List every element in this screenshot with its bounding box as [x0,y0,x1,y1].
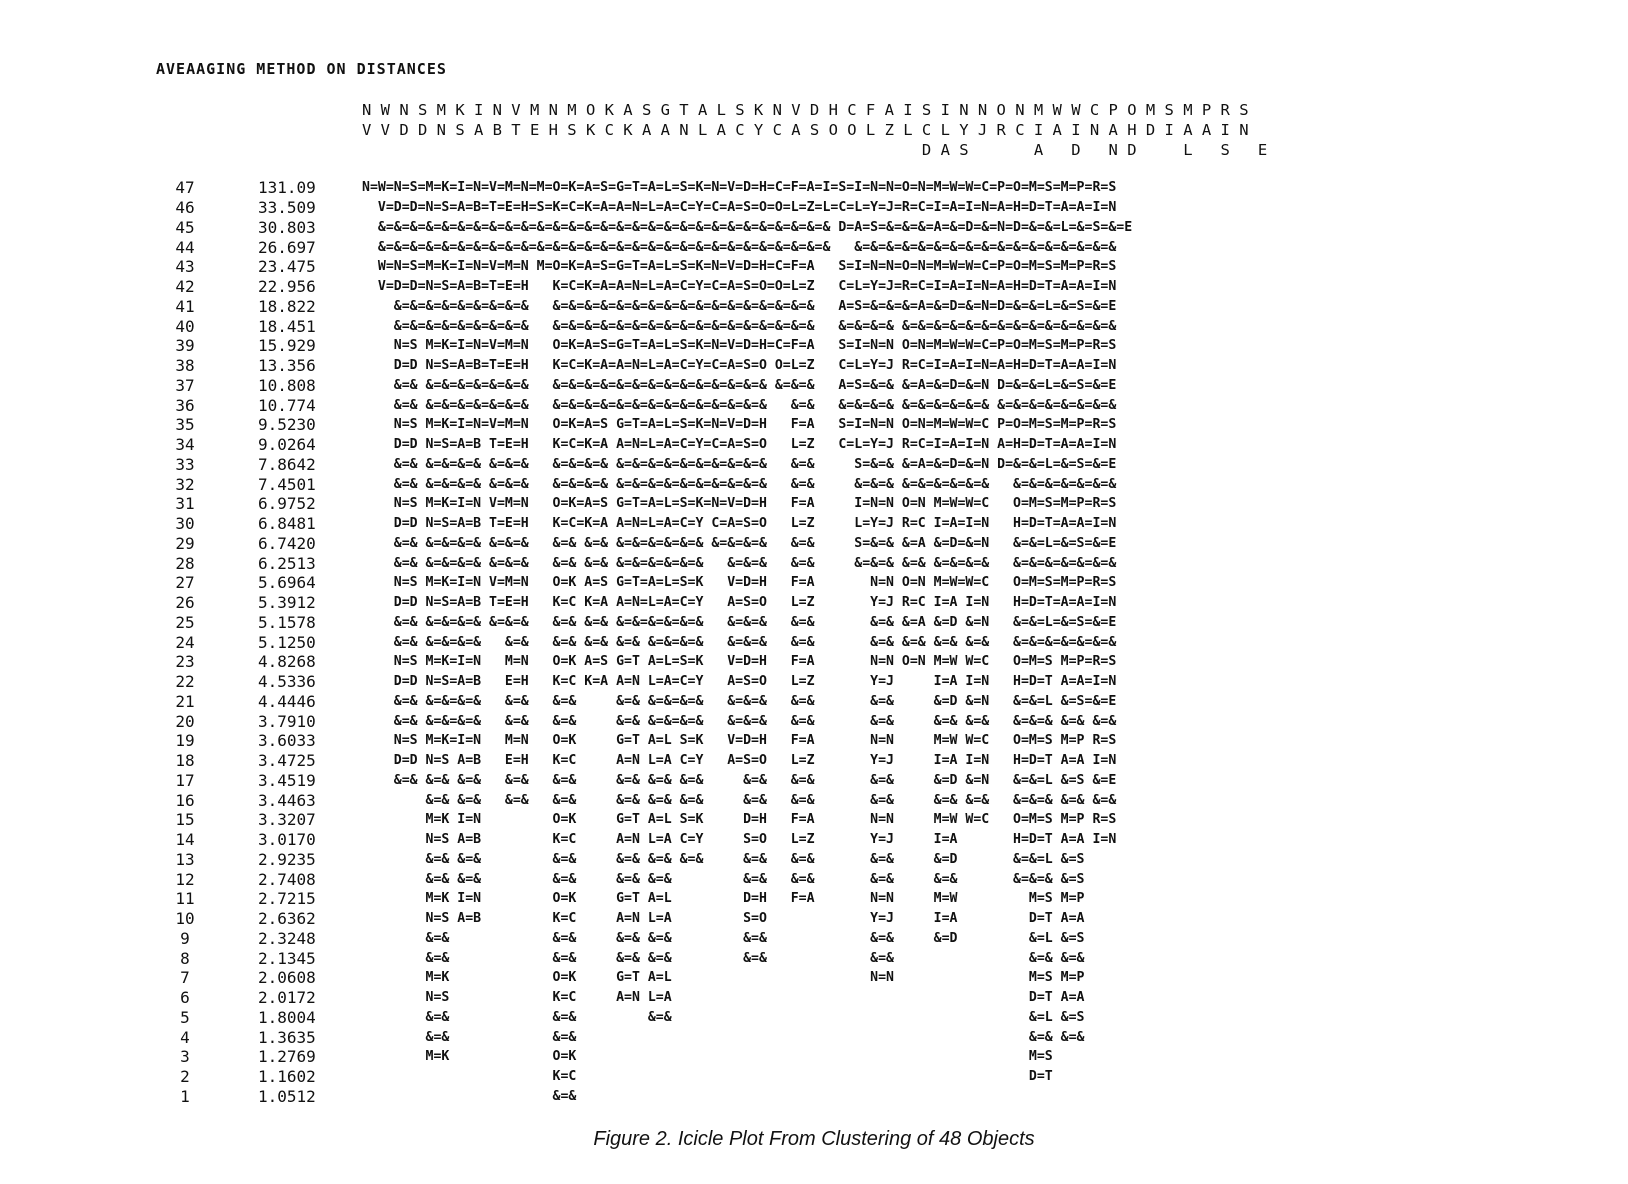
row-cluster-pattern: N=S M=K=I=N V=M=N O=K=A=S G=T=A=L=S=K=N=V=D=H F=A I=N=N O=N M=W=W=C O=M=S=M=P=R=S [362,496,1117,512]
row-number: 33 [175,454,195,474]
row-number: 9 [180,928,190,948]
row-number: 22 [175,672,195,692]
row-distance: 26.697 [258,237,316,257]
row-number: 15 [175,810,195,830]
row-distance: 2.9235 [258,849,316,869]
row-distance: 7.8642 [258,454,316,474]
row-distance: 13.356 [258,356,316,376]
row-number: 37 [175,375,195,395]
document-heading: AVEAAGING METHOD ON DISTANCES [156,60,447,78]
row-cluster-pattern: &=& &=& &=& &=L &=S [362,1009,1085,1025]
row-number: 1 [180,1086,190,1106]
row-distance: 2.3248 [258,928,316,948]
table-row [170,376,1132,396]
table-row [170,790,1132,810]
row-number: 5 [180,1007,190,1027]
row-cluster-pattern: M=K I=N O=K G=T A=L S=K D=H F=A N=N M=W W=C O=M=S M=P R=S [362,812,1117,828]
row-cluster-pattern: N=S A=B K=C A=N L=A C=Y S=O L=Z Y=J I=A H=D=T A=A I=N [362,832,1117,848]
table-row [170,810,1132,830]
row-number: 38 [175,356,195,376]
row-cluster-pattern: M=K O=K M=S [362,1049,1053,1065]
row-number: 20 [175,711,195,731]
row-distance: 3.3207 [258,810,316,830]
row-number: 10 [175,909,195,929]
row-cluster-pattern: &=& &=&=&=&=&=&=& &=&=&=&=&=&=&=&=&=&=&=&=&=& &=& &=&=&=& &=&=&=&=&=& &=&=&=&=&=&=&=& [362,397,1117,413]
icicle-plot-rows [170,178,1132,1106]
row-number: 2 [180,1067,190,1087]
table-row [170,474,1132,494]
row-cluster-pattern: D=D N=S=A=B E=H K=C K=A A=N L=A=C=Y A=S=O L=Z Y=J I=A I=N H=D=T A=A=I=N [362,674,1117,690]
row-distance: 33.509 [258,198,316,218]
row-distance: 9.0264 [258,435,316,455]
row-distance: 6.7420 [258,533,316,553]
row-number: 12 [175,869,195,889]
table-row [170,731,1132,751]
table-row [170,948,1132,968]
row-cluster-pattern: &=& [362,1088,577,1104]
table-row [170,711,1132,731]
row-cluster-pattern: &=& &=&=&=& &=&=& &=&=&=& &=&=&=&=&=&=&=&=&=& &=& &=&=& &=&=&=&=&=& &=&=&=&=&=&=& [362,476,1117,492]
row-distance: 22.956 [258,277,316,297]
row-distance: 5.6964 [258,573,316,593]
row-number: 17 [175,770,195,790]
row-cluster-pattern: V=D=D=N=S=A=B=T=E=H K=C=K=A=A=N=L=A=C=Y=C=A=S=O=O=L=Z C=L=Y=J=R=C=I=A=I=N=A=H=D=T=A=A=I=N [362,279,1117,295]
row-number: 4 [180,1027,190,1047]
row-cluster-pattern: &=& &=& &=& &=& [362,1029,1085,1045]
row-distance: 18.451 [258,316,316,336]
table-row [170,415,1132,435]
table-row [170,909,1132,929]
row-distance: 9.5230 [258,415,316,435]
row-cluster-pattern: &=& &=&=&=&=&=&=& &=&=&=&=&=&=&=&=&=&=&=&=&=& &=&=& A=S=&=& &=A=&=D=&=N D=&=&=L=&=S=&=E [362,377,1117,393]
table-row [170,1087,1132,1107]
column-header-line-2: V V D D N S A B T E H S K C K A A N L A C Y C A S O O L Z L C L Y J R C I A I N A H D I A A I N [362,121,1249,139]
table-row [170,632,1132,652]
row-number: 29 [175,533,195,553]
row-distance: 1.0512 [258,1086,316,1106]
row-cluster-pattern: D=D N=S=A=B T=E=H K=C K=A A=N=L=A=C=Y A=S=O L=Z Y=J R=C I=A I=N H=D=T=A=A=I=N [362,595,1117,611]
table-row [170,1047,1132,1067]
row-number: 43 [175,257,195,277]
row-cluster-pattern: &=& &=& &=& &=& &=& &=& &=& &=& &=& &=& &=& &=D &=N &=&=L &=S &=E [362,772,1117,788]
row-number: 27 [175,573,195,593]
row-cluster-pattern: &=& &=&=&=& &=& &=& &=& &=&=&=& &=&=& &=& &=& &=& &=& &=&=& &=& &=& [362,713,1117,729]
row-cluster-pattern: N=S M=K=I=N=V=M=N O=K=A=S=G=T=A=L=S=K=N=V=D=H=C=F=A S=I=N=N O=N=M=W=W=C=P=O=M=S=M=P=R=S [362,338,1117,354]
row-number: 26 [175,593,195,613]
row-number: 18 [175,751,195,771]
row-number: 32 [175,474,195,494]
table-row [170,277,1132,297]
table-row [170,988,1132,1008]
table-row [170,1027,1132,1047]
row-number: 19 [175,731,195,751]
row-cluster-pattern: &=& &=& &=& &=& &=& &=& &=& &=& &=& &=D &=&=L &=S [362,851,1085,867]
row-cluster-pattern: W=N=S=M=K=I=N=V=M=N M=O=K=A=S=G=T=A=L=S=K=N=V=D=H=C=F=A S=I=N=N=O=N=M=W=W=C=P=O=M=S=M=P=R=S [362,259,1117,275]
row-distance: 2.7408 [258,869,316,889]
row-number: 3 [180,1047,190,1067]
row-number: 34 [175,435,195,455]
row-distance: 2.0172 [258,988,316,1008]
table-row [170,514,1132,534]
row-cluster-pattern: &=&=&=&=&=&=&=&=& &=&=&=&=&=&=&=&=&=&=&=&=&=&=&=&=& A=S=&=&=&=A=&=D=&=N=D=&=&=L=&=S=&=E [362,298,1117,314]
row-distance: 6.2513 [258,553,316,573]
table-row [170,534,1132,554]
row-distance: 2.0608 [258,968,316,988]
row-distance: 5.3912 [258,593,316,613]
table-row [170,218,1132,238]
row-distance: 5.1250 [258,632,316,652]
row-cluster-pattern: D=D N=S=A=B T=E=H K=C=K=A A=N=L=A=C=Y C=A=S=O L=Z L=Y=J R=C I=A=I=N H=D=T=A=A=I=N [362,516,1117,532]
table-row [170,435,1132,455]
row-number: 25 [175,612,195,632]
row-number: 24 [175,632,195,652]
row-number: 8 [180,948,190,968]
table-row [170,297,1132,317]
row-distance: 3.4463 [258,790,316,810]
table-row [170,613,1132,633]
row-cluster-pattern: N=S K=C A=N L=A D=T A=A [362,990,1085,1006]
table-row [170,178,1132,198]
row-distance: 3.7910 [258,711,316,731]
figure-caption: Figure 2. Icicle Plot From Clustering of 48 Objects [593,1128,1035,1150]
row-cluster-pattern: N=S M=K=I=N V=M=N O=K A=S G=T=A=L=S=K V=D=H F=A N=N O=N M=W=W=C O=M=S=M=P=R=S [362,575,1117,591]
table-row [170,869,1132,889]
table-row [170,889,1132,909]
row-distance: 7.4501 [258,474,316,494]
row-number: 7 [180,968,190,988]
row-distance: 1.1602 [258,1067,316,1087]
row-cluster-pattern: &=&=&=&=&=&=&=&=&=&=&=&=&=&=&=&=&=&=&=&=&=&=&=&=&=&=&=&=& D=A=S=&=&=&=A=&=D=&=N=D=&=&=L=&=S=&=E [362,219,1133,235]
row-cluster-pattern: D=D N=S=A=B T=E=H K=C=K=A A=N=L=A=C=Y=C=A=S=O L=Z C=L=Y=J R=C=I=A=I=N A=H=D=T=A=A=I=N [362,437,1117,453]
table-row [170,850,1132,870]
row-distance: 1.2769 [258,1047,316,1067]
row-number: 40 [175,316,195,336]
table-row [170,692,1132,712]
column-header-line-1: N W N S M K I N V M N M O K A S G T A L S K N V D H C F A I S I N N O N M W W C P O M S M P R S [362,101,1249,119]
row-distance: 10.774 [258,395,316,415]
row-distance: 4.4446 [258,691,316,711]
table-row [170,316,1132,336]
table-row [170,198,1132,218]
table-row [170,573,1132,593]
row-distance: 10.808 [258,375,316,395]
row-number: 6 [180,988,190,1008]
table-row [170,455,1132,475]
table-row [170,968,1132,988]
row-number: 14 [175,830,195,850]
table-row [170,830,1132,850]
row-distance: 30.803 [258,217,316,237]
table-row [170,593,1132,613]
row-cluster-pattern: &=& &=&=&=& &=& &=& &=& &=&=&=& &=&=& &=& &=& &=D &=N &=&=L &=S=&=E [362,693,1117,709]
row-cluster-pattern: &=& &=& &=& &=& &=& &=& &=& &=& &=& &=& &=& &=& &=&=& &=& &=& [362,792,1117,808]
row-distance: 6.8481 [258,514,316,534]
row-cluster-pattern: &=& &=&=&=& &=&=& &=&=&=& &=&=&=&=&=&=&=&=&=& &=& S=&=& &=A=&=D=&=N D=&=&=L=&=S=&=E [362,456,1117,472]
row-cluster-pattern: N=S A=B K=C A=N L=A S=O Y=J I=A D=T A=A [362,911,1085,927]
table-row [170,395,1132,415]
row-number: 31 [175,494,195,514]
row-cluster-pattern: &=&=&=&=&=&=&=&=& &=&=&=&=&=&=&=&=&=&=&=&=&=&=&=&=& &=&=&=& &=&=&=&=&=&=&=&=&=&=&=&=&=& [362,318,1117,334]
column-header-line-3: D A S A D N D L S E [362,141,1268,159]
row-cluster-pattern: N=W=N=S=M=K=I=N=V=M=N=M=O=K=A=S=G=T=A=L=S=K=N=V=D=H=C=F=A=I=S=I=N=N=O=N=M=W=W=C=P=O=M=S=M=P=R=S [362,180,1117,196]
row-number: 41 [175,296,195,316]
row-distance: 5.1578 [258,612,316,632]
row-cluster-pattern: N=S M=K=I=N M=N O=K G=T A=L S=K V=D=H F=A N=N M=W W=C O=M=S M=P R=S [362,733,1117,749]
row-distance: 2.6362 [258,909,316,929]
row-distance: 3.0170 [258,830,316,850]
table-row [170,336,1132,356]
row-cluster-pattern: M=K O=K G=T A=L N=N M=S M=P [362,970,1085,986]
table-row [170,237,1132,257]
row-number: 39 [175,336,195,356]
row-distance: 3.6033 [258,731,316,751]
row-number: 35 [175,415,195,435]
table-row [170,257,1132,277]
row-cluster-pattern: &=& &=& &=& &=& &=& &=& &=D &=L &=S [362,930,1085,946]
row-distance: 4.8268 [258,652,316,672]
table-row [170,672,1132,692]
row-distance: 2.1345 [258,948,316,968]
row-cluster-pattern: K=C D=T [362,1069,1053,1085]
row-cluster-pattern: D=D N=S A=B E=H K=C A=N L=A C=Y A=S=O L=Z Y=J I=A I=N H=D=T A=A I=N [362,753,1117,769]
row-distance: 3.4519 [258,770,316,790]
row-cluster-pattern: &=& &=& &=& &=& &=& &=& &=& &=& [362,950,1085,966]
table-row [170,751,1132,771]
row-cluster-pattern: D=D N=S=A=B=T=E=H K=C=K=A=A=N=L=A=C=Y=C=A=S=O O=L=Z C=L=Y=J R=C=I=A=I=N=A=H=D=T=A=A=I=N [362,358,1117,374]
row-number: 23 [175,652,195,672]
row-number: 45 [175,217,195,237]
row-cluster-pattern: N=S M=K=I=N M=N O=K A=S G=T A=L=S=K V=D=H F=A N=N O=N M=W W=C O=M=S M=P=R=S [362,654,1117,670]
table-row [170,1067,1132,1087]
row-number: 47 [175,178,195,198]
row-distance: 1.3635 [258,1027,316,1047]
row-distance: 1.8004 [258,1007,316,1027]
row-cluster-pattern: &=& &=& &=& &=& &=& &=& &=& &=& &=& &=&=& &=S [362,871,1085,887]
row-distance: 18.822 [258,296,316,316]
row-distance: 23.475 [258,257,316,277]
table-row [170,494,1132,514]
row-number: 42 [175,277,195,297]
row-number: 36 [175,395,195,415]
row-number: 21 [175,691,195,711]
table-row [170,929,1132,949]
row-number: 11 [175,889,195,909]
row-number: 46 [175,198,195,218]
row-cluster-pattern: &=& &=&=&=& &=&=& &=& &=& &=&=&=&=&=& &=&=& &=& &=&=& &=& &=&=&=& &=&=&=&=&=&=& [362,555,1117,571]
table-row [170,652,1132,672]
row-distance: 3.4725 [258,751,316,771]
row-number: 28 [175,553,195,573]
row-cluster-pattern: M=K I=N O=K G=T A=L D=H F=A N=N M=W M=S M=P [362,891,1085,907]
row-distance: 2.7215 [258,889,316,909]
table-row [170,771,1132,791]
row-cluster-pattern: &=& &=&=&=& &=& &=& &=& &=& &=&=&=& &=&=& &=& &=& &=& &=& &=& &=&=&=&=&=&=& [362,634,1117,650]
row-number: 13 [175,849,195,869]
row-number: 44 [175,237,195,257]
row-number: 30 [175,514,195,534]
row-cluster-pattern: N=S M=K=I=N=V=M=N O=K=A=S G=T=A=L=S=K=N=V=D=H F=A S=I=N=N O=N=M=W=W=C P=O=M=S=M=P=R=S [362,417,1117,433]
table-row [170,356,1132,376]
row-number: 16 [175,790,195,810]
row-distance: 6.9752 [258,494,316,514]
column-header [362,100,1267,160]
row-distance: 131.09 [258,178,316,198]
row-cluster-pattern: V=D=D=N=S=A=B=T=E=H=S=K=C=K=A=A=N=L=A=C=Y=C=A=S=O=O=L=Z=L=C=L=Y=J=R=C=I=A=I=N=A=H=D=T=A=A=I=N [362,200,1117,216]
row-distance: 4.5336 [258,672,316,692]
table-row [170,553,1132,573]
row-cluster-pattern: &=& &=&=&=& &=&=& &=& &=& &=&=&=&=&=& &=&=& &=& &=& &=A &=D &=N &=&=L=&=S=&=E [362,614,1117,630]
table-row [170,1008,1132,1028]
row-distance: 15.929 [258,336,316,356]
row-cluster-pattern: &=& &=&=&=& &=&=& &=& &=& &=&=&=&=&=& &=&=&=& &=& S=&=& &=A &=D=&=N &=&=L=&=S=&=E [362,535,1117,551]
row-cluster-pattern: &=&=&=&=&=&=&=&=&=&=&=&=&=&=&=&=&=&=&=&=&=&=&=&=&=&=&=&=& &=&=&=&=&=&=&=&=&=&=&=&=&=&=&=&=& [362,239,1117,255]
